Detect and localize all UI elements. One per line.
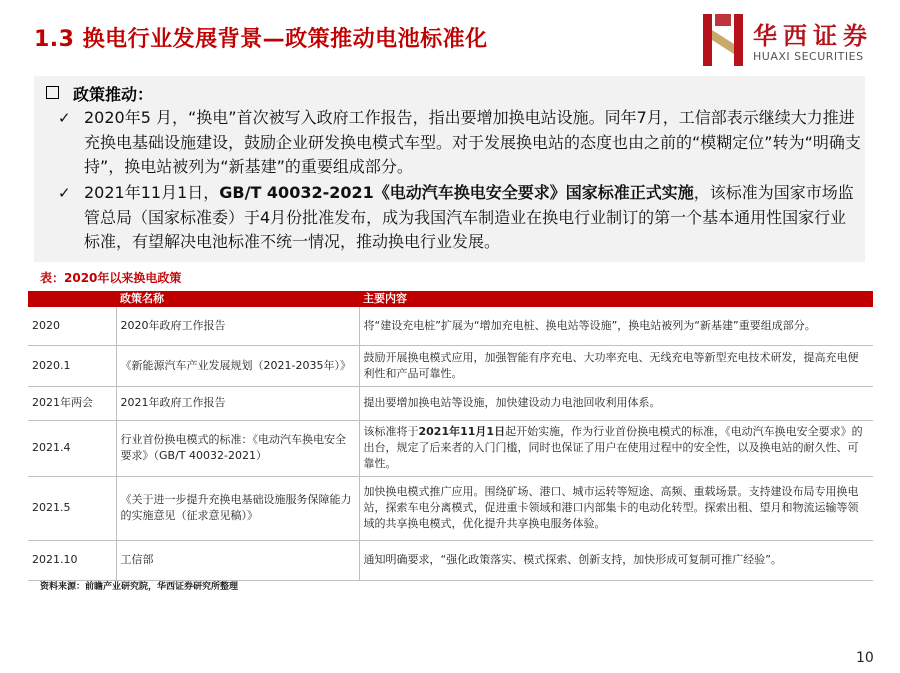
policy-bullet-2-post: ，该标准为国家市场监管总局（国家标准委）于4月份批准发布，成为我国汽车制造业在换电行业制订的第一个基本通用性国家行业标准，有望解决电池标准不统一情况，推动换电行业发展。 (84, 183, 854, 251)
row-content (359, 420, 873, 476)
row-content: 提出要增加换电站等设施，加快建设动力电池回收利用体系。 (359, 386, 873, 420)
check-icon: ✓ (58, 184, 71, 202)
policy-summary-box (34, 76, 865, 262)
table-row (28, 420, 873, 476)
row-policy-name: 2020年政府工作报告 (116, 307, 359, 345)
row-policy-name: 《关于进一步提升充换电基础设施服务保障能力的实施意见（征求意见稿）》 (116, 476, 359, 540)
policy-bullet-1 (58, 106, 862, 180)
page-number: 10 (856, 650, 874, 666)
table-row (28, 307, 873, 345)
table-row (28, 386, 873, 420)
row-date: 2020 (28, 307, 116, 345)
row-date: 2021.10 (28, 540, 116, 580)
source-note: 资料来源：前瞻产业研究院，华西证券研究所整理 (40, 582, 239, 592)
logo-chinese-name: 华西证券 (753, 22, 873, 50)
row-content: 加快换电模式推广应用。围绕矿场、港口、城市运转等短途、高频、重载场景。支持建设布局专用换电站，探索车电分离模式，促进重卡领域和港口内部集卡的电动化转型。探索出租、望月和物流运输等领域的共享换电模式，优化提升共享换电服务体验。 (359, 476, 873, 540)
policy-bullet-2-pre: 2021年11月1日， (84, 183, 220, 202)
row-date: 2020.1 (28, 345, 116, 386)
table-header-row (28, 291, 873, 307)
row-content-post: 起开始实施，作为行业首份换电模式的标准，《电动汽车换电安全要求》的出台，规定了后来者的入门门槛，同时也保证了用户在使用过程中的安全性，以及换电站的耐久性、可靠性。 (363, 425, 863, 470)
policy-bullet-1-text: 2020年5 月，“换电”首次被写入政府工作报告，指出要增加换电站设施。同年7月，工信部表示继续大力推进充换电基础设施建设，鼓励企业研发换电模式车型。对于发展换电站的态度也由之前的“模糊定位”转为“明确支持”，换电站被列为“新基建”的重要组成部分。 (84, 108, 861, 176)
row-policy-name: 工信部 (116, 540, 359, 580)
row-date: 2021.4 (28, 420, 116, 476)
row-content: 将“建设充电桩”扩展为“增加充电桩、换电站等设施”，换电站被列为“新基建”重要组成部分。 (359, 307, 873, 345)
company-logo (701, 14, 891, 66)
check-icon: ✓ (58, 109, 71, 127)
table-header-name: 政策名称 (116, 291, 359, 307)
square-icon (46, 86, 59, 99)
page-title: 1.3 换电行业发展背景—政策推动电池标准化 (34, 27, 488, 52)
row-date: 2021年两会 (28, 386, 116, 420)
row-policy-name: 《新能源汽车产业发展规划（2021-2035年）》 (116, 345, 359, 386)
row-policy-name: 行业首份换电模式的标准：《电动汽车换电安全要求》（GB/T 40032-2021） (116, 420, 359, 476)
table-caption: 表：2020年以来换电政策 (40, 271, 182, 285)
policy-heading-text: 政策推动： (73, 85, 154, 104)
row-content-bold: 2021年11月1日 (418, 425, 506, 438)
policy-bullet-2-bold: GB/T 40032-2021《电动汽车换电安全要求》国家标准正式实施 (219, 183, 694, 202)
table-row (28, 540, 873, 580)
table-header-date (28, 291, 116, 307)
logo-english-name: HUAXI SECURITIES (753, 50, 864, 63)
row-policy-name: 2021年政府工作报告 (116, 386, 359, 420)
row-date: 2021.5 (28, 476, 116, 540)
policy-heading (46, 82, 153, 105)
row-content: 鼓励开展换电模式应用，加强智能有序充电、大功率充电、无线充电等新型充电技术研发，提高充电便利性和产品可靠性。 (359, 345, 873, 386)
row-content-pre: 该标准将于 (363, 425, 419, 438)
policy-bullet-2 (58, 181, 862, 255)
huaxi-logo-icon (701, 14, 745, 66)
row-content: 通知明确要求，“强化政策落实、模式探索、创新支持，加快形成可复制可推广经验”。 (359, 540, 873, 580)
policy-table (28, 291, 873, 581)
table-row (28, 476, 873, 540)
table-row (28, 345, 873, 386)
table-header-content: 主要内容 (359, 291, 873, 307)
